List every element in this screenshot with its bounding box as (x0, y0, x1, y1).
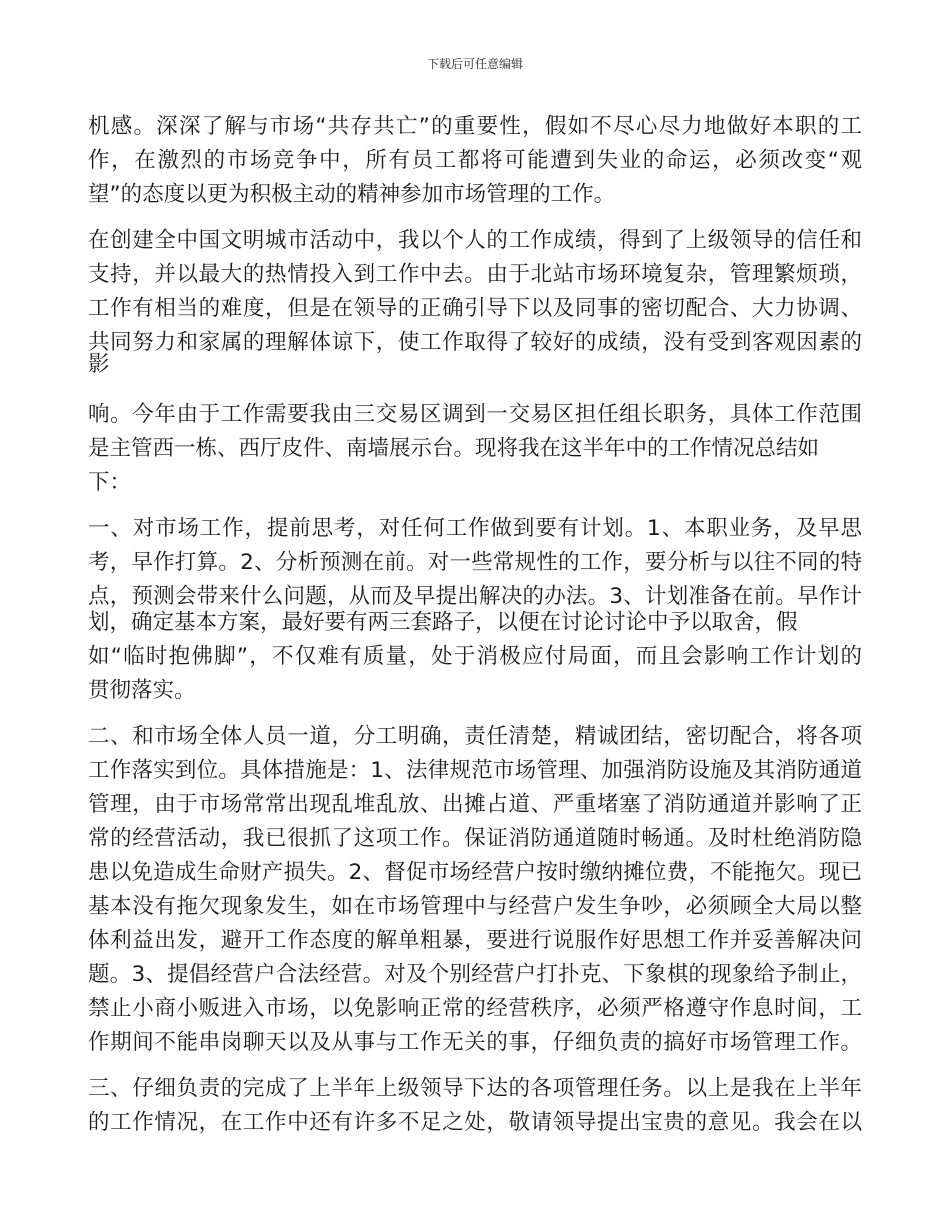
paragraph-line: 工作落实到位。具体措施是：1、法律规范市场管理、加强消防设施及其消防通道 (88, 758, 862, 783)
paragraph-line: 一、对市场工作，提前思考，对任何工作做到要有计划。1、本职业务，及早思 (88, 516, 862, 541)
paragraph-line: 体利益出发，避开工作态度的解单粗暴，要进行说服作好思想工作并妥善解决问 (88, 928, 862, 953)
paragraph-line: 患以免造成生命财产损失。2、督促市场经营户按时缴纳摊位费，不能拖欠。现已 (88, 860, 862, 885)
paragraph-line: 三、仔细负责的完成了上半年上级领导下达的各项管理任务。以上是我在上半年 (88, 1076, 862, 1101)
paragraph-line: 的工作情况，在工作中还有许多不足之处，敬请领导提出宝贵的意见。我会在以 (88, 1110, 862, 1135)
paragraph-line: 贯彻落实。 (88, 678, 196, 703)
paragraph-line: 下： (88, 470, 132, 495)
paragraph-line: 作，在激烈的市场竞争中，所有员工都将可能遭到失业的命运，必须改变“观 (88, 148, 862, 173)
page-header: 下载后可任意编辑 (426, 57, 523, 71)
paragraph-line: 点，预测会带来什么问题，从而及早提出解决的办法。3、计划准备在前。早作计 (88, 584, 862, 609)
paragraph-line: 考，早作打算。2、分析预测在前。对一些常规性的工作，要分析与以往不同的特 (88, 550, 862, 575)
paragraph-line: 基本没有拖欠现象发生，如在市场管理中与经营户发生争吵，必须顾全大局以整 (88, 894, 862, 919)
paragraph-line: 二、和市场全体人员一道，分工明确，责任清楚，精诚团结，密切配合，将各项 (88, 724, 862, 749)
paragraph-line: 常的经营活动，我已很抓了这项工作。保证消防通道随时畅通。及时杜绝消防隐 (88, 826, 862, 851)
paragraph-line: 响。今年由于工作需要我由三交易区调到一交易区担任组长职务，具体工作范围 (88, 402, 862, 427)
paragraph-line: 望”的态度以更为积极主动的精神参加市场管理的工作。 (88, 182, 616, 207)
paragraph-line: 共同努力和家属的理解体谅下，使工作取得了较好的成绩，没有受到客观因素的 (88, 330, 862, 355)
paragraph-line: 支持，并以最大的热情投入到工作中去。由于北站市场环境复杂，管理繁烦琐， (88, 262, 862, 287)
paragraph-line: 如“临时抱佛脚”，不仅难有质量，处于消极应付局面，而且会影响工作计划的 (88, 644, 862, 669)
paragraph-line: 管理，由于市场常常出现乱堆乱放、出摊占道、严重堵塞了消防通道并影响了正 (88, 792, 862, 817)
paragraph-line: 工作有相当的难度，但是在领导的正确引导下以及同事的密切配合、大力协调、 (88, 296, 862, 321)
paragraph-line: 机感。深深了解与市场“共存共亡”的重要性，假如不尽心尽力地做好本职的工 (88, 114, 862, 139)
paragraph-line: 题。3、提倡经营户合法经营。对及个别经营户打扑克、下象棋的现象给予制止， (88, 962, 862, 987)
paragraph-line: 在创建全中国文明城市活动中，我以个人的工作成绩，得到了上级领导的信任和 (88, 228, 862, 253)
paragraph-line: 是主管西一栋、西厅皮件、南墙展示台。现将我在这半年中的工作情况总结如 (88, 436, 820, 461)
paragraph-line: 影 (88, 352, 110, 377)
paragraph-line: 禁止小商小贩进入市场，以免影响正常的经营秩序，必须严格遵守作息时间，工 (88, 996, 862, 1021)
paragraph-line: 作期间不能串岗聊天以及从事与工作无关的事，仔细负责的搞好市场管理工作。 (88, 1030, 862, 1055)
paragraph-line: 划，确定基本方案，最好要有两三套路子，以便在讨论讨论中予以取舍，假 (88, 610, 798, 635)
